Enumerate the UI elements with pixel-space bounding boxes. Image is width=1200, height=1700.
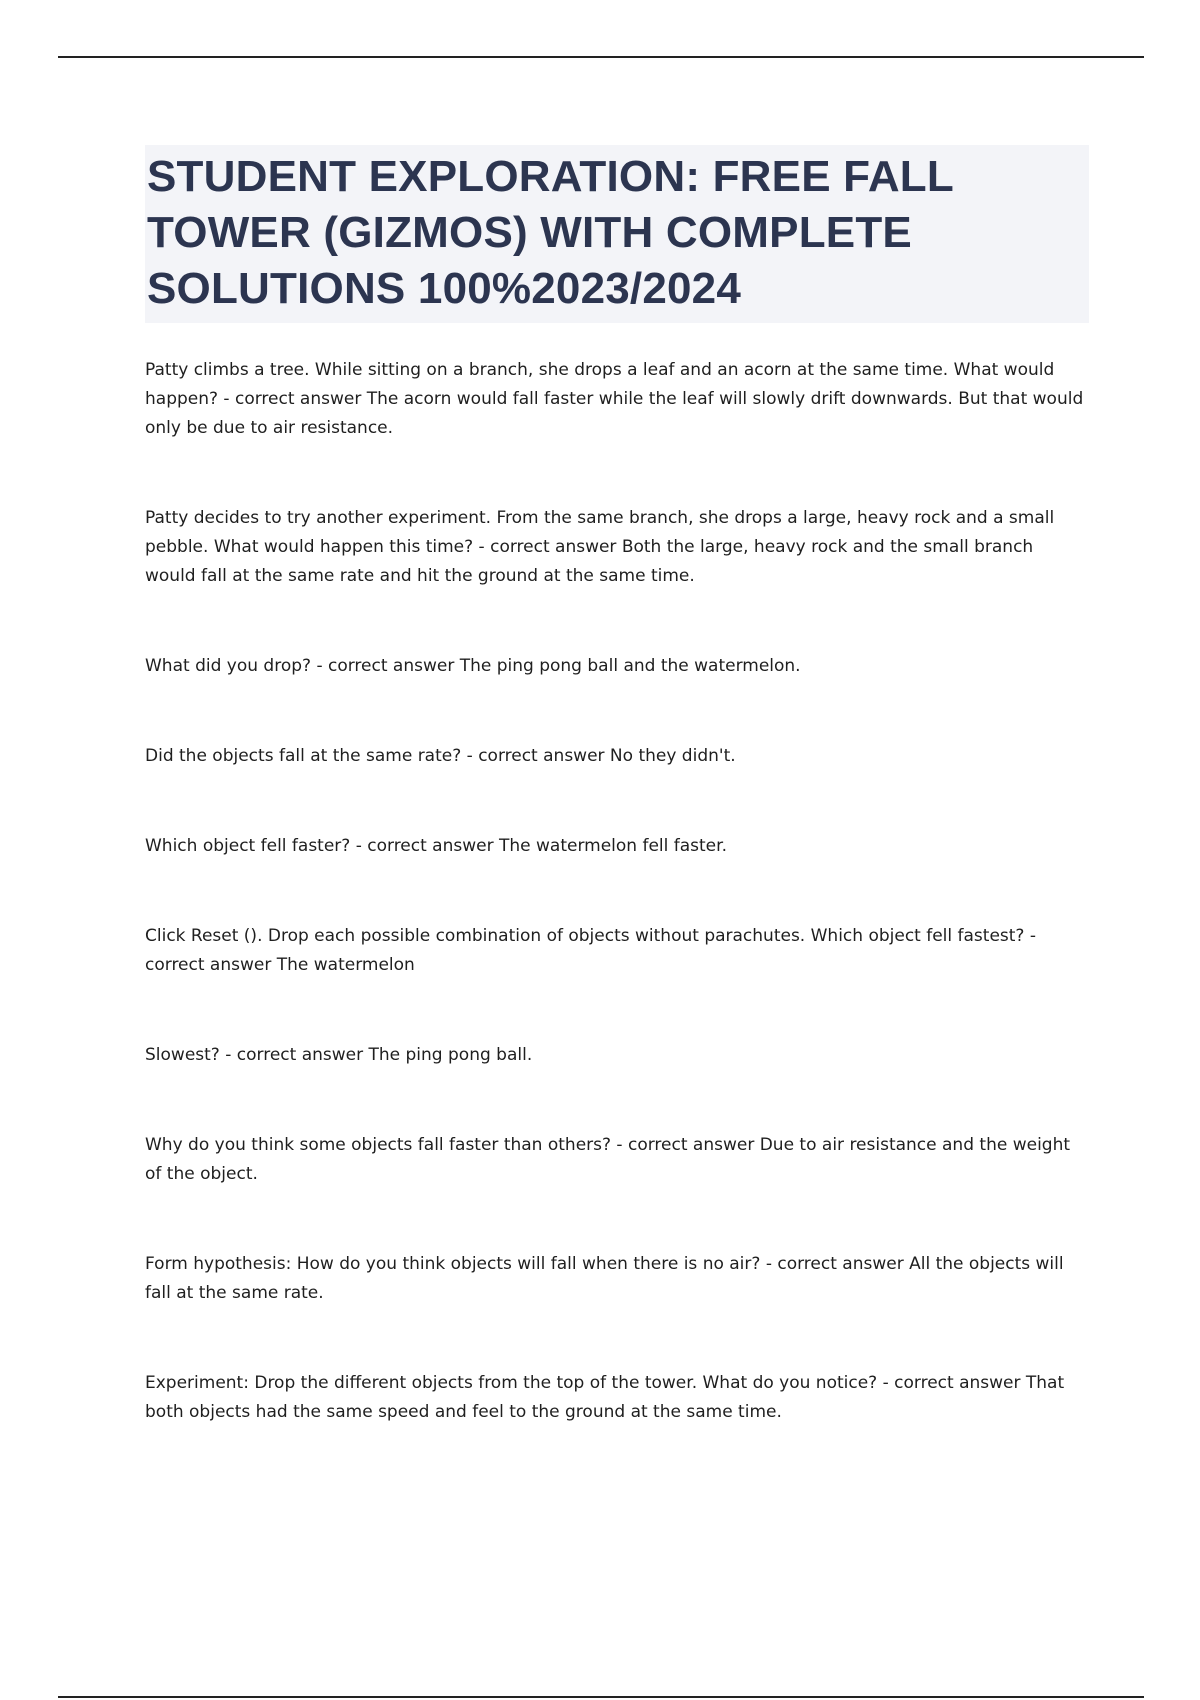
qa-item: What did you drop? - correct answer The ping pong ball and the watermelon. <box>145 656 801 676</box>
qa-item: Patty climbs a tree. While sitting on a branch, she drops a leaf and an acorn at the same time. What would happen? - correct answer The acorn would fall faster while the leaf will slowly drift downwards. But that would only be due to air resistance. <box>145 360 1084 438</box>
qa-item: Which object fell faster? - correct answer The watermelon fell faster. <box>145 836 727 856</box>
qa-item: Why do you think some objects fall faster than others? - correct answer Due to air resistance and the weight of the object. <box>145 1135 1071 1184</box>
footer-rule <box>58 1696 1144 1698</box>
title-block <box>145 145 1089 323</box>
qa-item: Form hypothesis: How do you think objects will fall when there is no air? - correct answer All the objects will fall at the same rate. <box>145 1254 1064 1303</box>
document-title: STUDENT EXPLORATION: FREE FALL TOWER (GIZMOS) WITH COMPLETE SOLUTIONS 100%2023/2024 <box>147 152 954 313</box>
qa-item: Patty decides to try another experiment. From the same branch, she drops a large, heavy rock and a small pebble. What would happen this time? - correct answer Both the large, heavy rock and the small branch would fall at the same rate and hit the ground at the same time. <box>145 508 1055 586</box>
qa-list <box>145 356 1085 1427</box>
qa-item: Slowest? - correct answer The ping pong ball. <box>145 1045 533 1065</box>
qa-item: Did the objects fall at the same rate? - correct answer No they didn't. <box>145 746 736 766</box>
qa-item: Experiment: Drop the different objects from the top of the tower. What do you notice? - correct answer That both objects had the same speed and feel to the ground at the same time. <box>145 1373 1065 1422</box>
qa-item: Click Reset (). Drop each possible combination of objects without parachutes. Which object fell fastest? - correct answer The watermelon <box>145 926 1036 975</box>
header-rule <box>58 56 1144 58</box>
